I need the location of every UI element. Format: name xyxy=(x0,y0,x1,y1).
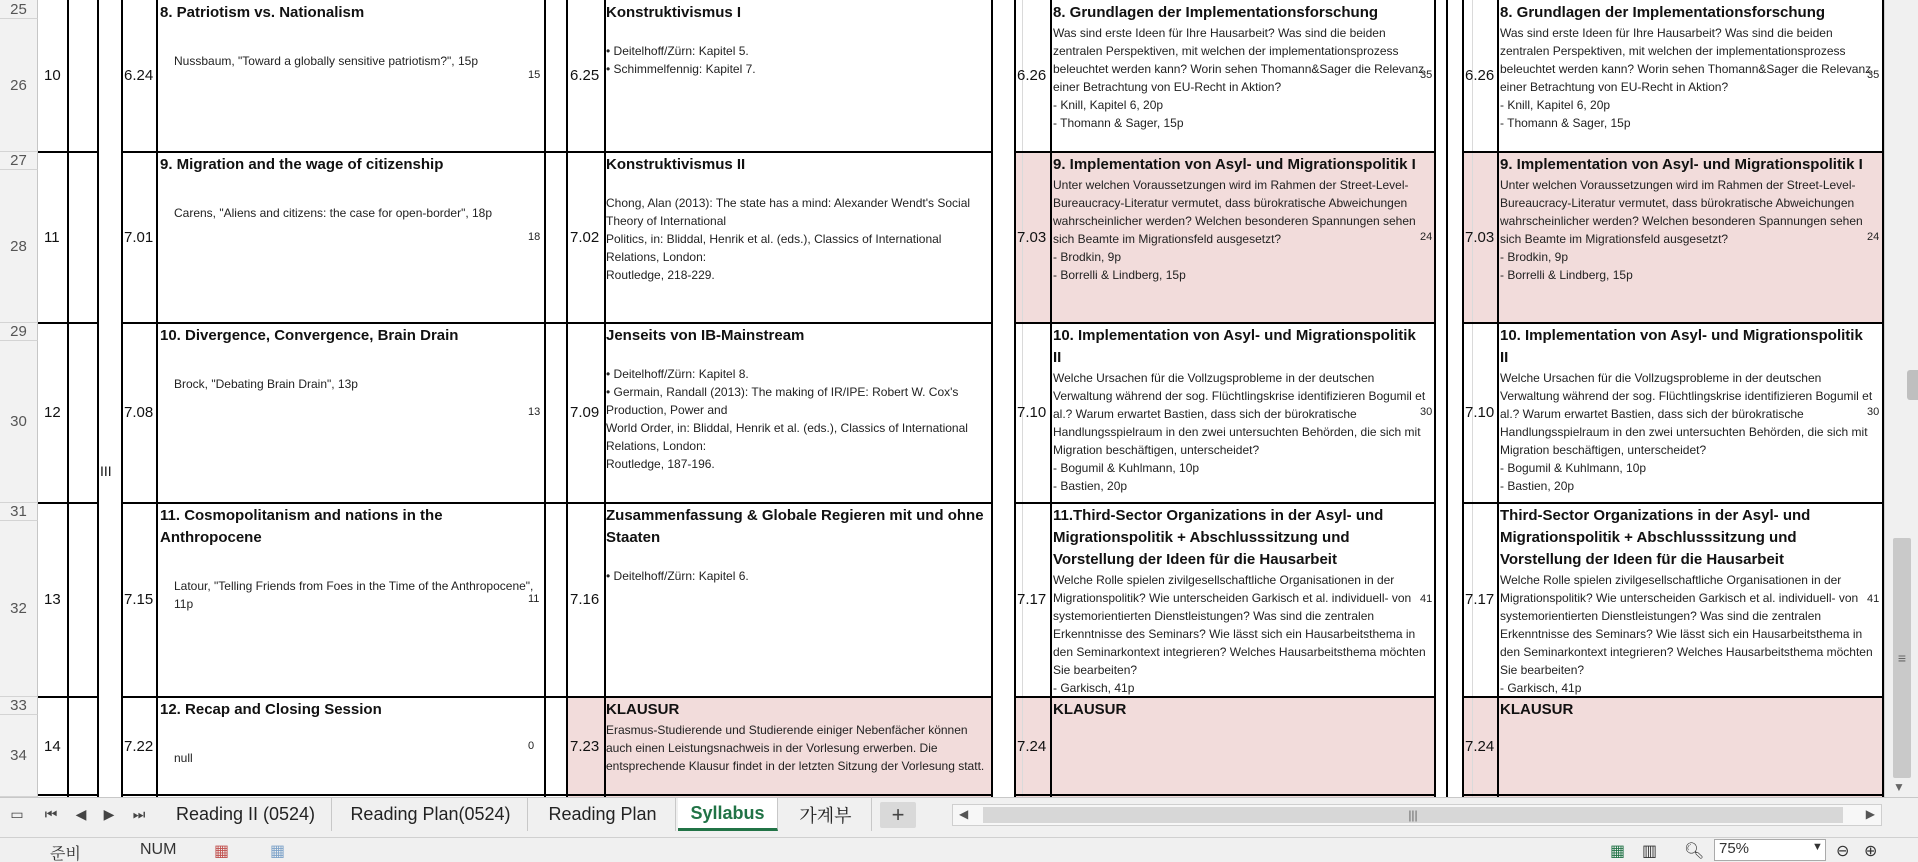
session-cell[interactable] xyxy=(1053,325,1428,501)
border-line xyxy=(1462,502,1884,504)
border-line xyxy=(121,151,991,153)
grid-line xyxy=(1472,0,1473,797)
prev-sheet-icon[interactable]: ◀ xyxy=(75,806,87,822)
page-layout-icon[interactable]: ▥ xyxy=(1642,843,1658,860)
session-cell[interactable] xyxy=(1500,325,1875,501)
session-title: KLAUSUR xyxy=(1500,701,1574,718)
border-line xyxy=(121,0,123,797)
vertical-scroll-thumb[interactable]: ≡ xyxy=(1893,538,1911,778)
border-line xyxy=(156,0,158,797)
session-title: 12. Recap and Closing Session xyxy=(160,701,382,718)
border-line xyxy=(1497,0,1499,797)
border-line xyxy=(38,151,97,153)
side-panel-handle[interactable] xyxy=(1907,370,1918,400)
session-date: 7.02 xyxy=(570,229,600,246)
session-title: KLAUSUR xyxy=(606,701,680,718)
session-title: 8. Patriotism vs. Nationalism xyxy=(160,4,365,21)
page-count: 13 xyxy=(528,406,541,418)
session-date: 7.17 xyxy=(1017,591,1047,608)
sheet-tab[interactable]: Reading Plan(0524) xyxy=(334,798,528,831)
session-title: 10. Implementation von Asyl- und Migrationspolitik II xyxy=(1500,327,1863,366)
session-title: Jenseits von IB-Mainstream xyxy=(606,327,805,344)
session-cell[interactable] xyxy=(160,505,540,695)
session-date: 7.10 xyxy=(1017,404,1047,421)
scroll-right-arrow-icon[interactable]: ▶ xyxy=(1865,807,1875,821)
border-line xyxy=(1462,322,1884,324)
session-cell[interactable] xyxy=(1500,699,1875,795)
session-cell[interactable] xyxy=(1053,699,1428,795)
border-line xyxy=(1462,696,1884,698)
row-header[interactable]: 25 xyxy=(0,0,38,19)
session-date: 7.24 xyxy=(1465,738,1495,755)
session-title: 9. Migration and the wage of citizenship xyxy=(160,156,444,173)
border-line xyxy=(1014,0,1016,797)
session-date: 6.26 xyxy=(1465,67,1495,84)
session-date: 7.03 xyxy=(1465,229,1495,246)
session-detail: Latour, "Telling Friends from Foes in the Time of the Anthropocene", 11p xyxy=(174,579,534,611)
session-cell[interactable] xyxy=(1500,505,1875,695)
sheet-tab-bar xyxy=(0,797,1918,837)
session-cell[interactable] xyxy=(1500,2,1875,150)
session-title: 9. Implementation von Asyl- und Migrationspolitik I xyxy=(1053,156,1416,173)
session-cell[interactable] xyxy=(160,2,540,150)
status-bar xyxy=(0,837,1918,862)
session-date: 7.22 xyxy=(124,738,154,755)
border-line xyxy=(1446,0,1448,797)
row-header[interactable]: 28 xyxy=(0,170,38,323)
session-title: 10. Divergence, Convergence, Brain Drain xyxy=(160,327,459,344)
border-line xyxy=(1014,696,1434,698)
normal-view-icon[interactable]: ▦ xyxy=(1610,843,1626,860)
week-number: 11 xyxy=(44,229,60,246)
border-line xyxy=(38,322,97,324)
border-line xyxy=(38,502,97,504)
border-line xyxy=(1462,151,1884,153)
border-line xyxy=(121,322,991,324)
session-date: 7.09 xyxy=(570,404,600,421)
session-cell[interactable] xyxy=(1053,154,1428,321)
session-title: Third-Sector Organizations in der Asyl- und Migrationspolitik + Abschlusssitzung und Vorstellung der Ideen für die Hausarbeit xyxy=(1500,507,1811,568)
zoom-out-icon[interactable]: ⊖ xyxy=(1836,843,1850,860)
week-number: 10 xyxy=(44,67,61,84)
zoom-search-icon[interactable]: 🔍︎ xyxy=(1684,843,1705,860)
page-count: 41 xyxy=(1420,593,1433,605)
sheet-tab[interactable]: Syllabus xyxy=(678,798,778,831)
session-title: 9. Implementation von Asyl- und Migrationspolitik I xyxy=(1500,156,1863,173)
week-number: 12 xyxy=(44,404,61,421)
page-count: 41 xyxy=(1867,593,1880,605)
week-number: 13 xyxy=(44,591,61,608)
session-cell[interactable] xyxy=(606,154,990,321)
session-date: 6.26 xyxy=(1017,67,1047,84)
row-header[interactable]: 33 xyxy=(0,697,38,715)
session-date: 7.23 xyxy=(570,738,600,755)
session-detail: Welche Ursachen für die Vollzugsprobleme in der deutschen Verwaltung während der sog. Flüchtlingskrise identifizieren Bogumil et al.? Warum erwartet Bastien, dass sich der bürokratische Handlungsspielraum in den zwei untersuchten Behörden, die sich mit Migration beschäftigen, unterscheidet? - Bogumil & Kuhlmann, 10p - Bastien, 20p xyxy=(1053,371,1426,493)
page-count: 0 xyxy=(528,740,535,752)
session-title: Konstruktivismus II xyxy=(606,156,746,173)
border-line xyxy=(121,696,991,698)
border-line xyxy=(67,0,69,797)
session-cell[interactable] xyxy=(606,325,990,501)
session-detail: null xyxy=(174,751,193,765)
border-line xyxy=(1050,0,1052,797)
session-title: 11.Third-Sector Organizations in der Asyl- und Migrationspolitik + Abschlusssitzung und Vorstellung der Ideen für die Hausarbeit xyxy=(1053,507,1384,568)
session-detail: Erasmus-Studierende und Studierende einiger Nebenfächer können auch einen Leistungsnachweis in der Vorlesung erwerben. Die entsprechende Klausur findet in der letzten Sitzung der Vorlesung statt. xyxy=(606,723,985,773)
zoom-dropdown-chevron-icon[interactable]: ▼ xyxy=(1812,841,1823,853)
session-cell[interactable] xyxy=(1053,505,1428,695)
session-detail: Unter welchen Voraussetzungen wird im Rahmen der Street-Level-Bureaucracy-Literatur vermutet, dass bürokratische Abweichungen wahrscheinlicher werden? Welchen besonderen Spannungen sehen sich Beamte im Migrationsfeld ausgesetzt? - Brodkin, 9p - Borrelli & Lindberg, 15p xyxy=(1500,178,1863,282)
session-cell[interactable] xyxy=(160,699,540,795)
horizontal-scrollbar[interactable] xyxy=(952,804,1882,826)
session-title: Zusammenfassung & Globale Regieren mit und ohne Staaten xyxy=(606,507,984,546)
session-cell[interactable] xyxy=(160,325,540,501)
scroll-left-arrow-icon[interactable]: ◀ xyxy=(959,807,969,821)
border-line xyxy=(1014,322,1434,324)
session-detail: • Deitelhoff/Zürn: Kapitel 5. • Schimmelfennig: Kapitel 7. xyxy=(606,44,756,76)
page-count: 11 xyxy=(528,593,540,605)
page-count: 24 xyxy=(1420,231,1433,243)
session-date: 7.10 xyxy=(1465,404,1495,421)
session-title: 10. Implementation von Asyl- und Migrationspolitik II xyxy=(1053,327,1416,366)
macro-record-icon[interactable]: ▦ xyxy=(214,843,230,860)
border-line xyxy=(38,696,97,698)
session-title: KLAUSUR xyxy=(1053,701,1127,718)
session-title: Konstruktivismus I xyxy=(606,4,742,21)
border-line xyxy=(97,0,99,797)
session-cell[interactable] xyxy=(160,154,540,321)
border-line xyxy=(1014,151,1434,153)
session-detail: Welche Rolle spielen zivilgesellschaftliche Organisationen in der Migrationspolitik? Wie unterscheiden Garkisch et al. individuell- von systemorientierten Dienstleistungen? Was sind die zentralen Erkenntnisse des Seminars? Wie lässt sich ein Hausarbeitsthema in den Seminarkontext integrieren? Welches Hausarbeitsthema möchten Sie bearbeiten? - Garkisch, 41p xyxy=(1053,573,1426,695)
session-cell[interactable] xyxy=(606,2,990,150)
session-date: 7.16 xyxy=(570,591,600,608)
status-num: NUM xyxy=(140,841,177,858)
first-sheet-icon[interactable]: ⏮ xyxy=(44,806,58,822)
last-sheet-icon[interactable]: ⏭ xyxy=(132,806,146,822)
session-detail: • Deitelhoff/Zürn: Kapitel 8. • Germain, Randall (2013): The making of IR/IPE: Robert W. Cox's Production, Power and World Order, in: Bliddal, Henrik et al. (eds.), Classics of International Relations, London: Routledge, 187-196. xyxy=(606,367,968,471)
session-title: 8. Grundlagen der Implementationsforschung xyxy=(1500,4,1826,21)
session-date: 7.01 xyxy=(124,229,154,246)
row-header[interactable]: 30 xyxy=(0,341,38,503)
add-sheet-button[interactable]: + xyxy=(880,802,916,828)
session-detail: • Deitelhoff/Zürn: Kapitel 6. xyxy=(606,569,749,583)
page-count: 18 xyxy=(528,231,541,243)
border-line xyxy=(121,502,991,504)
session-date: 7.03 xyxy=(1017,229,1047,246)
session-cell[interactable] xyxy=(1500,154,1875,321)
session-detail: Unter welchen Voraussetzungen wird im Rahmen der Street-Level-Bureaucracy-Literatur vermutet, dass bürokratische Abweichungen wahrscheinlicher werden? Welchen besonderen Spannungen sehen sich Beamte im Migrationsfeld ausgesetzt? - Brodkin, 9p - Borrelli & Lindberg, 15p xyxy=(1053,178,1416,282)
horizontal-scroll-thumb[interactable]: ||| xyxy=(983,807,1843,823)
page-count: 30 xyxy=(1420,406,1433,418)
border-line xyxy=(1462,0,1464,797)
border-line xyxy=(1434,0,1436,797)
session-detail: Brock, "Debating Brain Drain", 13p xyxy=(174,377,358,391)
border-line xyxy=(991,0,993,797)
session-detail: Nussbaum, "Toward a globally sensitive patriotism?", 15p xyxy=(174,54,478,68)
scroll-down-arrow-icon[interactable]: ▼ xyxy=(1893,780,1905,794)
session-date: 7.17 xyxy=(1465,591,1495,608)
next-sheet-icon[interactable]: ▶ xyxy=(103,806,115,822)
page-count: 30 xyxy=(1867,406,1880,418)
week-number: 14 xyxy=(44,738,61,755)
page-count: 35 xyxy=(1867,69,1880,81)
session-date: 6.25 xyxy=(570,67,600,84)
zoom-level-select[interactable]: 75% xyxy=(1714,839,1826,861)
session-detail: Chong, Alan (2013): The state has a mind: Alexander Wendt's Social Theory of International Politics, in: Bliddal, Henrik et al. (eds.), Classics of International Relations, London: Routledge, 218-229. xyxy=(606,196,971,282)
group-label: III xyxy=(100,463,112,479)
row-header[interactable]: 29 xyxy=(0,323,38,341)
session-date: 7.08 xyxy=(124,404,154,421)
session-title: 8. Grundlagen der Implementationsforschung xyxy=(1053,4,1379,21)
row-header[interactable]: 31 xyxy=(0,503,38,521)
session-detail: Welche Ursachen für die Vollzugsprobleme in der deutschen Verwaltung während der sog. Flüchtlingskrise identifizieren Bogumil et al.? Warum erwartet Bastien, dass sich der bürokratische Handlungsspielraum in den zwei untersuchten Behörden, die sich mit Migration beschäftigen, unterscheidet? - Bogumil & Kuhlmann, 10p - Bastien, 20p xyxy=(1500,371,1873,493)
vertical-scrollbar[interactable] xyxy=(1884,0,1918,797)
sheet-tab[interactable]: 가계부 xyxy=(780,798,872,831)
session-cell[interactable] xyxy=(606,505,990,695)
session-date: 7.24 xyxy=(1017,738,1047,755)
zoom-in-icon[interactable]: ⊕ xyxy=(1864,843,1878,860)
sheet-tab[interactable]: Reading Plan xyxy=(530,798,676,831)
row-header[interactable]: 26 xyxy=(0,19,38,152)
accessibility-icon[interactable]: ▦ xyxy=(270,843,286,860)
sheet-list-icon[interactable]: ▭ xyxy=(10,806,24,822)
session-date: 7.15 xyxy=(124,591,154,608)
session-detail: Carens, "Aliens and citizens: the case for open-border", 18p xyxy=(174,206,493,220)
session-detail: Was sind erste Ideen für Ihre Hausarbeit? Was sind die beiden zentralen Perspektiven, mit welchen der implementationsprozess beleuchtet werden kann? Worin sehen Thomann&Sager die Relevanz einer Betrachtung von EU-Recht in Aktion? - Knill, Kapitel 6, 20p - Thomann & Sager, 15p xyxy=(1500,26,1872,130)
session-cell[interactable] xyxy=(1053,2,1428,150)
border-line xyxy=(544,0,546,797)
page-count: 24 xyxy=(1867,231,1880,243)
page-count: 15 xyxy=(528,69,541,81)
border-line xyxy=(38,794,97,796)
page-count: 35 xyxy=(1420,69,1433,81)
border-line xyxy=(566,0,568,797)
session-detail: Was sind erste Ideen für Ihre Hausarbeit? Was sind die beiden zentralen Perspektiven, mit welchen der implementationsprozess beleuchtet werden kann? Worin sehen Thomann&Sager die Relevanz einer Betrachtung von EU-Recht in Aktion? - Knill, Kapitel 6, 20p - Thomann & Sager, 15p xyxy=(1053,26,1425,130)
border-line xyxy=(1014,502,1434,504)
sheet-tab[interactable]: Reading II (0524) xyxy=(160,798,332,831)
session-cell[interactable] xyxy=(606,699,990,795)
row-header[interactable]: 34 xyxy=(0,715,38,797)
session-title: 11. Cosmopolitanism and nations in the Anthropocene xyxy=(160,507,443,546)
session-date: 6.24 xyxy=(124,67,154,84)
row-header[interactable]: 27 xyxy=(0,152,38,170)
session-detail: Welche Rolle spielen zivilgesellschaftliche Organisationen in der Migrationspolitik? Wie unterscheiden Garkisch et al. individuell- von systemorientierten Dienstleistungen? Was sind die zentralen Erkenntnisse des Seminars? Wie lässt sich ein Hausarbeitsthema in den Seminarkontext integrieren? Welches Hausarbeitsthema möchten Sie bearbeiten? - Garkisch, 41p xyxy=(1500,573,1873,695)
status-ready: 준비 xyxy=(50,846,81,862)
row-header[interactable]: 32 xyxy=(0,521,38,697)
grid-line xyxy=(1022,0,1023,797)
